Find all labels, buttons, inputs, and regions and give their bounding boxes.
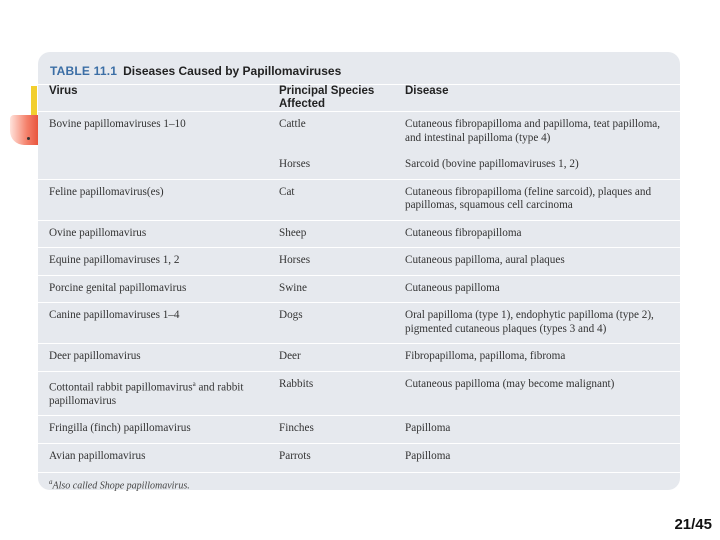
table-row	[38, 152, 680, 179]
accent-bar-yellow	[31, 86, 37, 116]
table-title: Diseases Caused by Papillomaviruses	[123, 64, 342, 78]
footnote-marker: a	[49, 478, 53, 487]
cell-virus: Canine papillomaviruses 1–4	[38, 303, 279, 344]
cell-disease: Papilloma	[405, 416, 680, 444]
header-species: Principal Species Affected	[279, 85, 405, 112]
cell-species: Cattle	[279, 118, 306, 130]
cell-virus: Bovine papillomaviruses 1–10	[49, 118, 186, 130]
cell-species: Finches	[279, 416, 405, 444]
cell-disease: Cutaneous papilloma (may become malignant)	[405, 371, 680, 416]
footnote-text: Also called Shope papillomavirus.	[52, 480, 190, 492]
table-row	[38, 275, 680, 303]
cell-disease: Cutaneous papilloma	[405, 275, 680, 303]
footnote-marker: a	[192, 379, 196, 388]
cell-disease: Cutaneous papilloma, aural plaques	[405, 248, 680, 276]
table-row	[38, 112, 680, 153]
cell-species: Sheep	[279, 220, 405, 248]
cell-disease: Sarcoid (bovine papillomaviruses 1, 2)	[405, 158, 579, 170]
cell-virus	[38, 371, 279, 416]
diseases-table	[38, 84, 680, 470]
table-row	[38, 303, 680, 344]
bullet-dot	[27, 137, 30, 140]
cell-virus: Deer papillomavirus	[38, 344, 279, 372]
table-card	[38, 52, 680, 490]
table-row	[38, 371, 680, 416]
table-row	[38, 443, 680, 470]
table-row	[38, 179, 680, 220]
table-row	[38, 416, 680, 444]
cell-species: Rabbits	[279, 371, 405, 416]
cell-virus: Fringilla (finch) papillomavirus	[38, 416, 279, 444]
page-number: 21/45	[674, 516, 712, 533]
cell-species: Horses	[279, 158, 311, 170]
cell-species: Dogs	[279, 303, 405, 344]
cell-virus	[38, 152, 279, 179]
table-row	[38, 220, 680, 248]
cell-virus: Feline papillomavirus(es)	[38, 179, 279, 220]
cell-disease: Fibropapilloma, papilloma, fibroma	[405, 344, 680, 372]
table-caption	[38, 62, 680, 84]
cell-virus-text: Cottontail rabbit papillomavirus	[49, 381, 193, 394]
cell-virus: Avian papillomavirus	[38, 443, 279, 470]
cell-species: Parrots	[279, 443, 405, 470]
cell-species: Horses	[279, 248, 405, 276]
cell-disease: Cutaneous fibropapilloma	[405, 220, 680, 248]
cell-disease: Cutaneous fibropapilloma (feline sarcoid), plaques and papillomas, squamous cell carcinoma	[405, 179, 680, 220]
cell-virus: Equine papillomaviruses 1, 2	[38, 248, 279, 276]
cell-virus: Ovine papillomavirus	[38, 220, 279, 248]
cell-species: Cat	[279, 179, 405, 220]
header-disease: Disease	[405, 85, 680, 112]
table-header-row	[38, 85, 680, 112]
cell-species: Deer	[279, 344, 405, 372]
cell-disease: Papilloma	[405, 443, 680, 470]
accent-shape-red	[10, 115, 38, 145]
table-row	[38, 248, 680, 276]
table-row	[38, 344, 680, 372]
cell-virus-text-tail: and rabbit papillomavirus	[49, 381, 244, 407]
cell-species: Swine	[279, 275, 405, 303]
table-number: TABLE 11.1	[50, 64, 118, 78]
table-footnote	[38, 472, 680, 491]
header-virus: Virus	[38, 85, 279, 112]
cell-disease: Cutaneous fibropapilloma and papilloma, teat papilloma, and intestinal papilloma (type 4)	[405, 118, 661, 144]
cell-disease: Oral papilloma (type 1), endophytic papilloma (type 2), pigmented cutaneous plaques (types 3 and 4)	[405, 303, 680, 344]
cell-virus: Porcine genital papillomavirus	[38, 275, 279, 303]
